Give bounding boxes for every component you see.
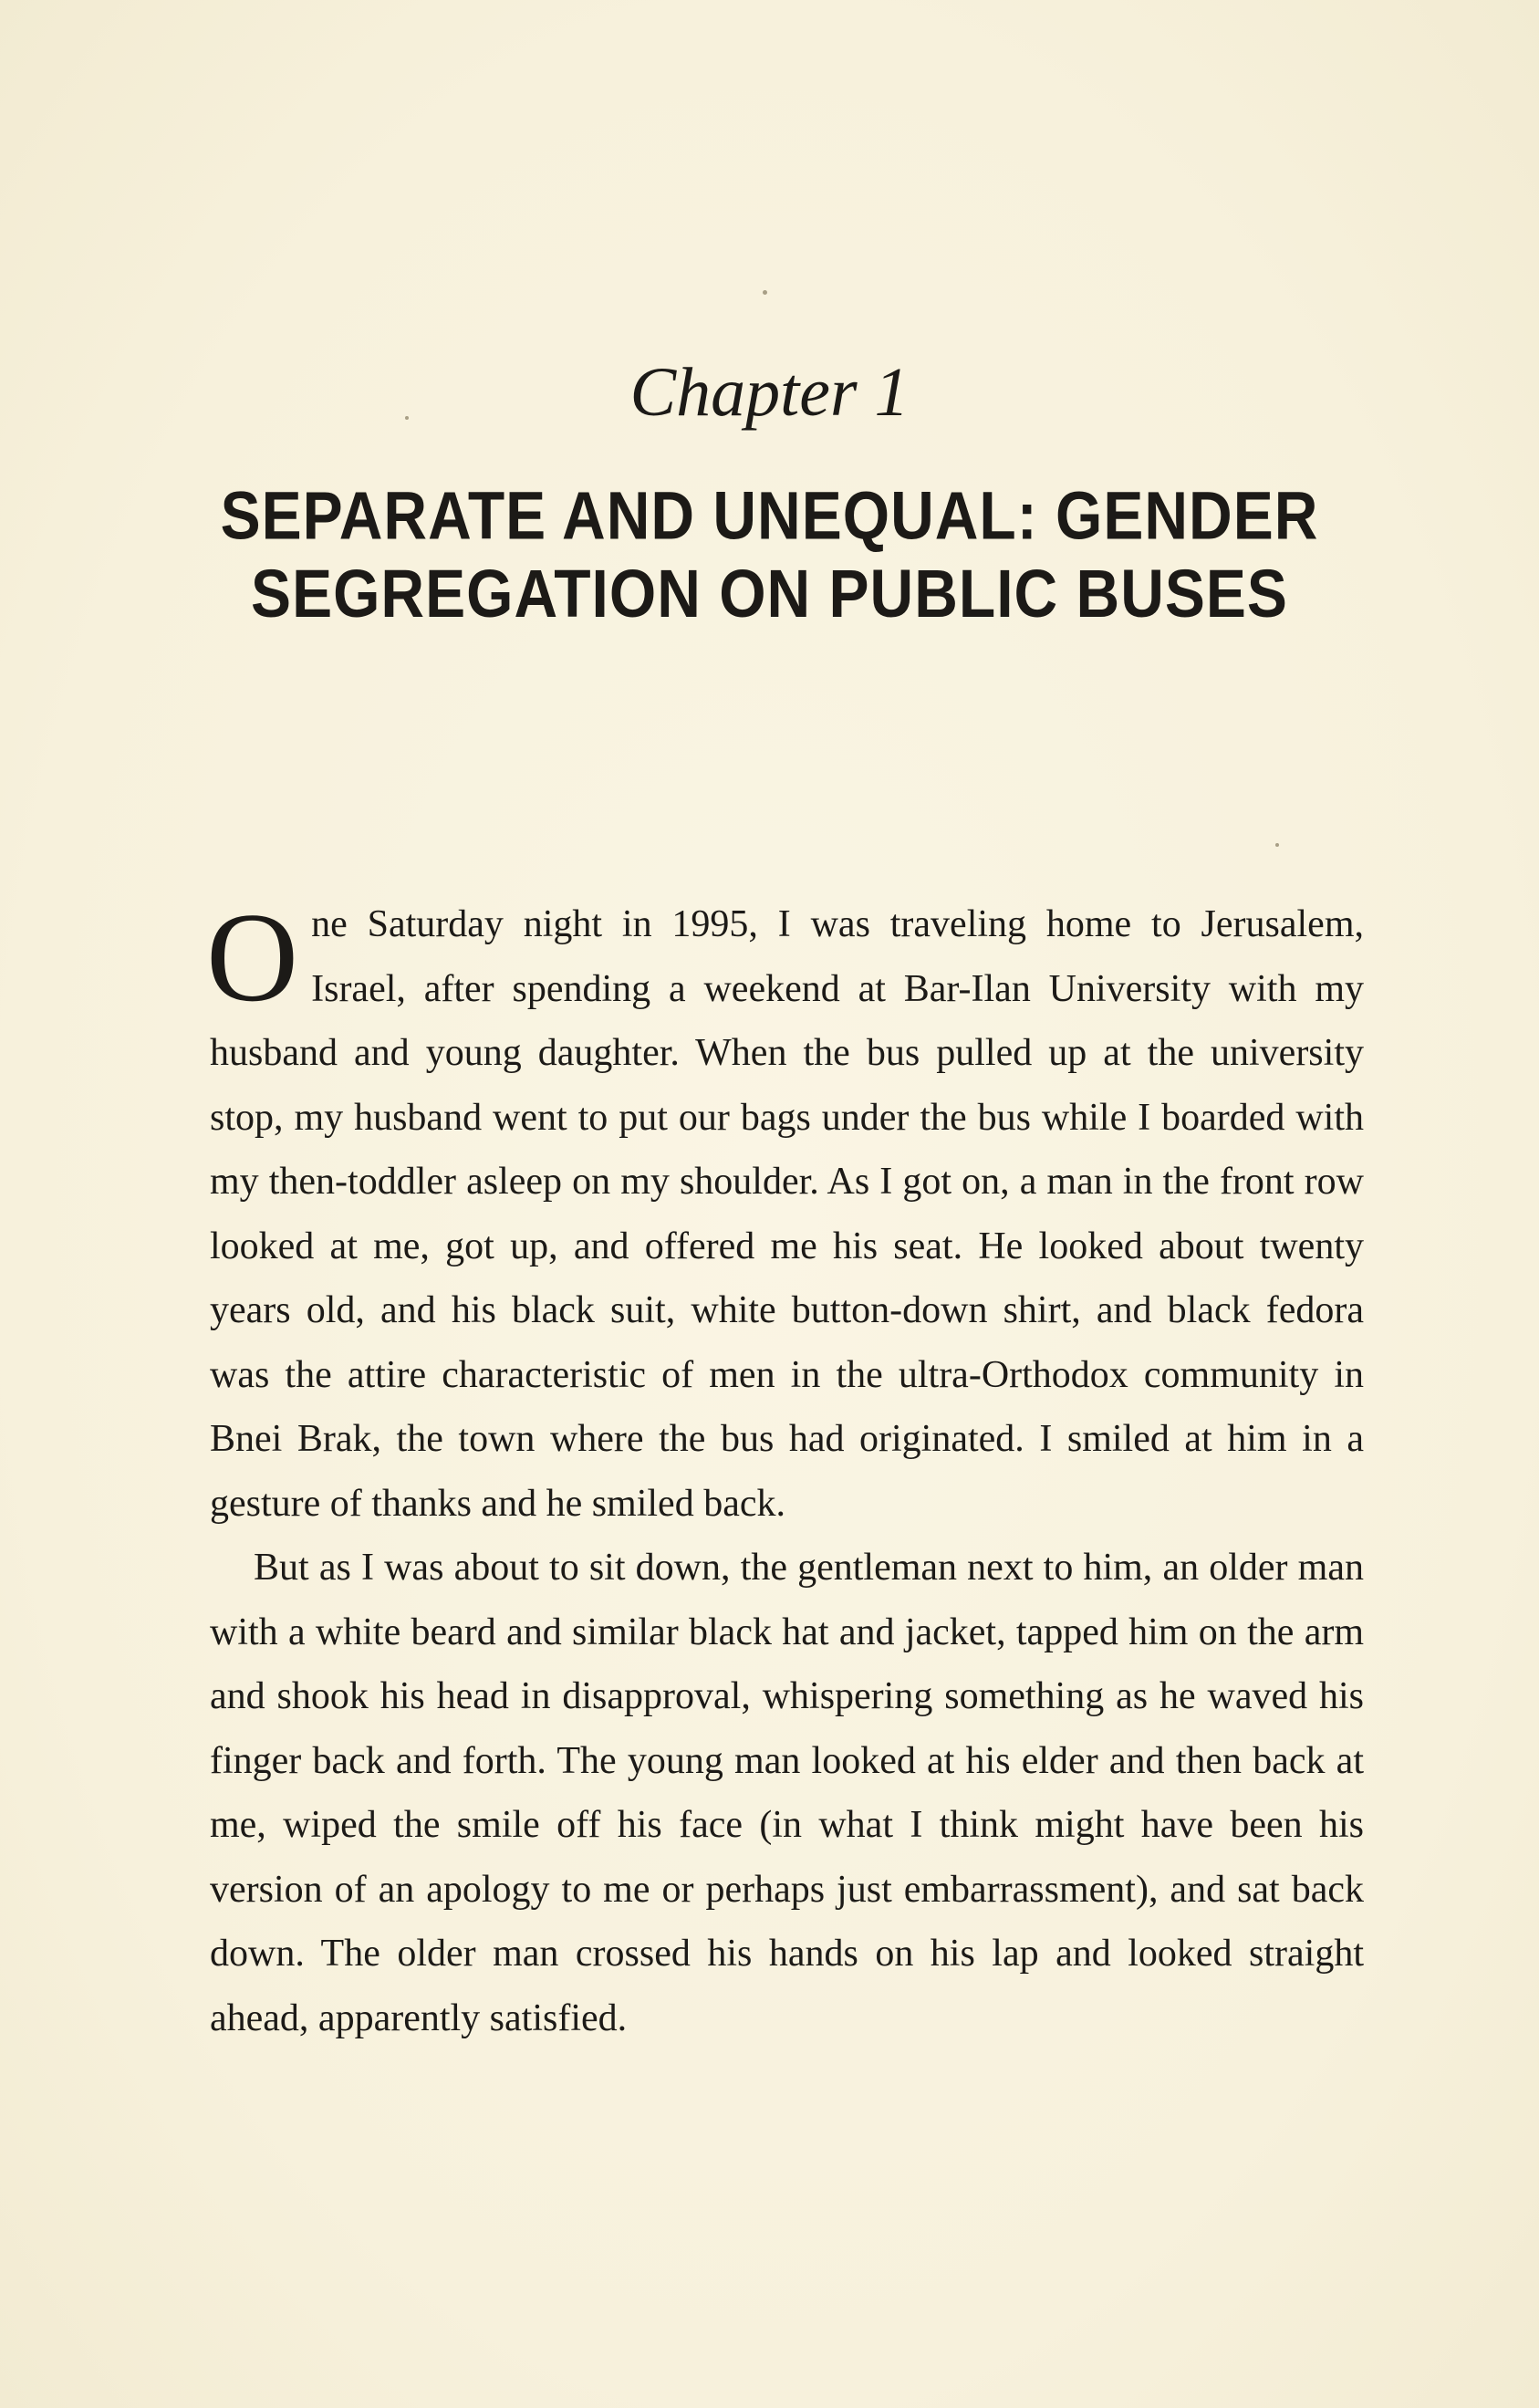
paragraph-1: [206, 887, 1364, 1536]
chapter-label: Chapter 1: [629, 354, 910, 431]
chapter-title-line-2: SEGREGATION ON PUBLIC BUSES: [251, 555, 1288, 631]
chapter-title-line-1: SEPARATE AND UNEQUAL: GENDER: [220, 477, 1319, 554]
drop-cap: O: [206, 887, 299, 1028]
paper-speck: [1275, 843, 1279, 847]
chapter-title: [0, 477, 1539, 637]
paper-speck: [763, 290, 767, 295]
body-text: [206, 887, 1364, 2050]
paragraph-2: But as I was about to sit down, the gentleman next to him, an older man with a white beard and similar black hat and jacket, tapped him on the arm and shook his head in disapproval, whispering something as he waved his finger back and forth. The young man looked at his elder and then back at me, wiped the smile off his face (in what I think might have been his version of an apology to me or perhaps just embarrassment), and sat back down. The older man crossed his hands on his lap and looked straight ahead, apparently satisfied.: [210, 1547, 1364, 2039]
paragraph-1-text: ne Saturday night in 1995, I was traveling home to Jerusalem, Israel, after spending a weekend at Bar-Ilan University with my husband and young daughter. When the bus pulled up at the university stop, my husband went to put our bags under the bus while I boarded with my then-toddler asleep on my shoulder. As I got on, a man in the front row looked at me, got up, and offered me his seat. He looked about twenty years old, and his black suit, white button-down shirt, and black fedora was the attire characteristic of men in the ultra-Orthodox community in Bnei Brak, the town where the bus had originated. I smiled at him in a gesture of thanks and he smiled back.: [210, 903, 1364, 1525]
